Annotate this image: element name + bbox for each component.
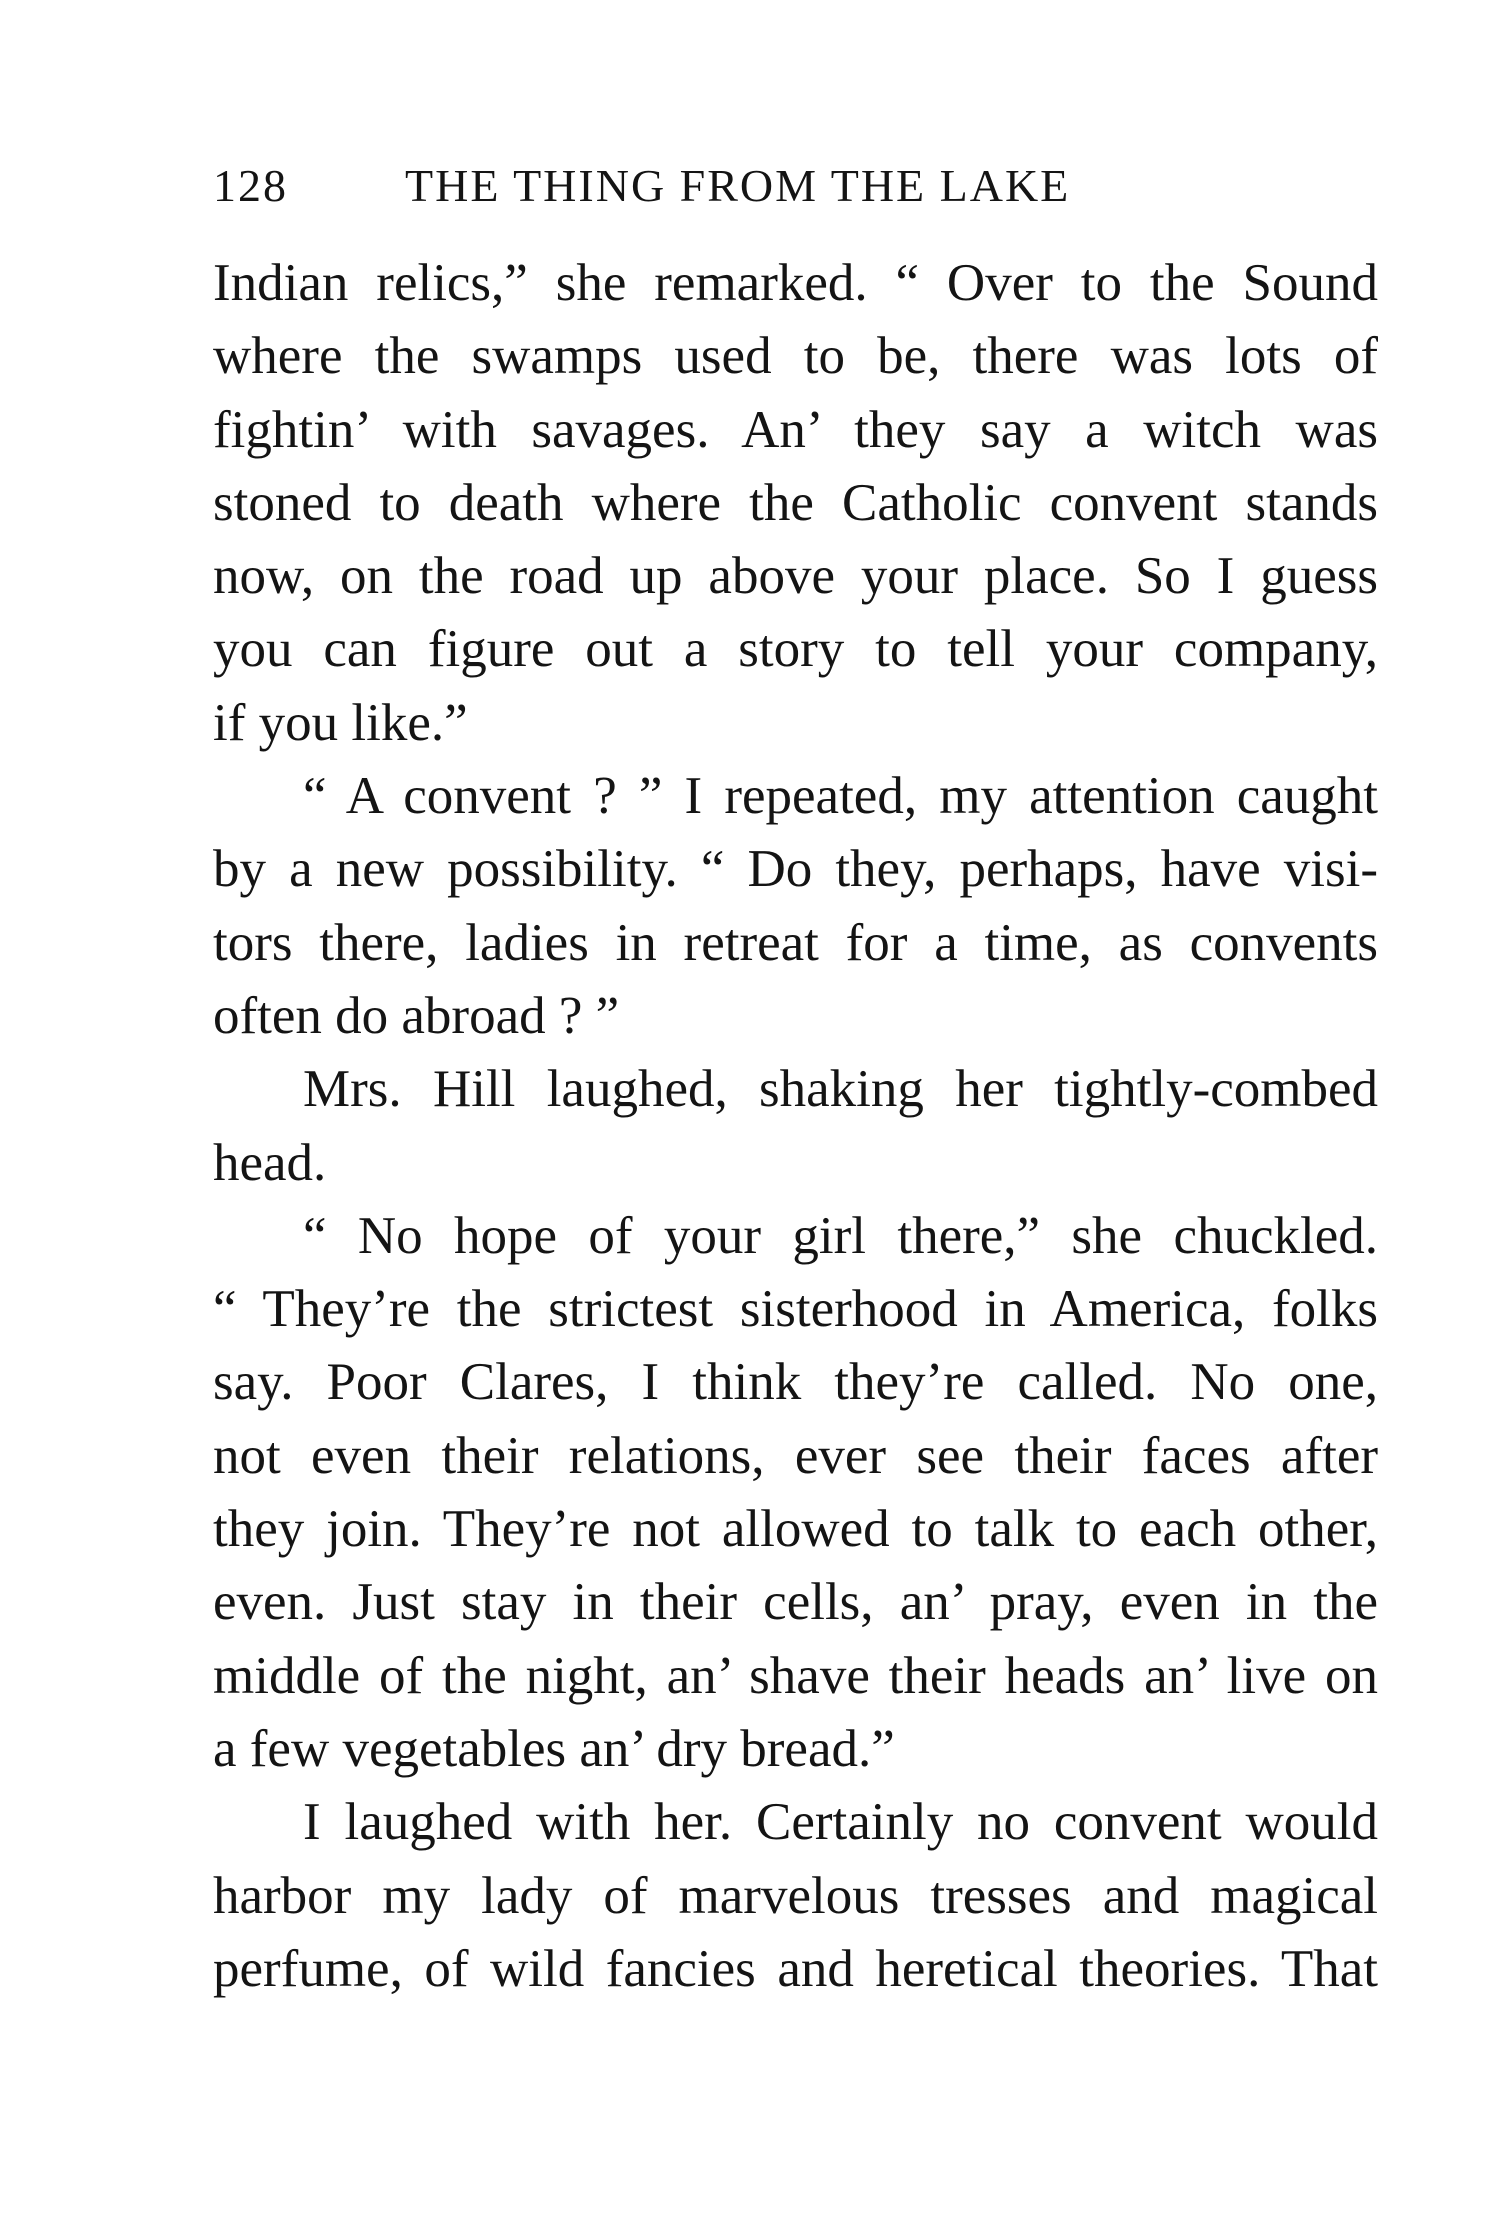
page-number: 128 — [213, 160, 288, 211]
text-line: perfume, of wild fancies and heretical theories. That — [213, 1939, 1378, 1998]
text-line: tors there, ladies in retreat for a time, as convents — [213, 913, 1378, 972]
text-line: harbor my lady of marvelous tresses and magical — [213, 1866, 1378, 1925]
text-line: “ They’re the strictest sisterhood in America, folks — [213, 1280, 1378, 1339]
body-text — [213, 247, 1378, 2006]
text-line: fightin’ with savages. An’ they say a witch was — [213, 400, 1378, 459]
text-line: you can figure out a story to tell your company, — [213, 620, 1378, 679]
text-line: I laughed with her. Certainly no convent would — [303, 1793, 1378, 1852]
text-line: not even their relations, ever see their faces after — [213, 1426, 1378, 1485]
running-title: THE THING FROM THE LAKE — [405, 160, 1071, 211]
text-line: “ A convent ? ” I repeated, my attention caught — [303, 767, 1378, 826]
page-header — [213, 154, 1393, 218]
text-line: they join. They’re not allowed to talk to each other, — [213, 1500, 1378, 1559]
text-line: Mrs. Hill laughed, shaking her tightly-combed — [303, 1060, 1378, 1119]
text-line: head. — [213, 1133, 327, 1192]
text-line: a few vegetables an’ dry bread.” — [213, 1719, 895, 1778]
text-line: where the swamps used to be, there was lots of — [213, 327, 1378, 386]
text-line: stoned to death where the Catholic convent stands — [213, 473, 1378, 532]
text-line: if you like.” — [213, 693, 468, 752]
text-line: Indian relics,” she remarked. “ Over to the Sound — [213, 254, 1378, 312]
text-line: “ No hope of your girl there,” she chuckled. — [303, 1206, 1378, 1265]
text-line: by a new possibility. “ Do they, perhaps, have visi- — [213, 840, 1378, 899]
text-line: even. Just stay in their cells, an’ pray, even in the — [213, 1573, 1378, 1632]
text-line: often do abroad ? ” — [213, 986, 620, 1045]
text-line: now, on the road up above your place. So I guess — [213, 547, 1378, 606]
text-line: middle of the night, an’ shave their heads an’ live on — [213, 1646, 1378, 1705]
text-line: say. Poor Clares, I think they’re called. No one, — [213, 1353, 1378, 1412]
